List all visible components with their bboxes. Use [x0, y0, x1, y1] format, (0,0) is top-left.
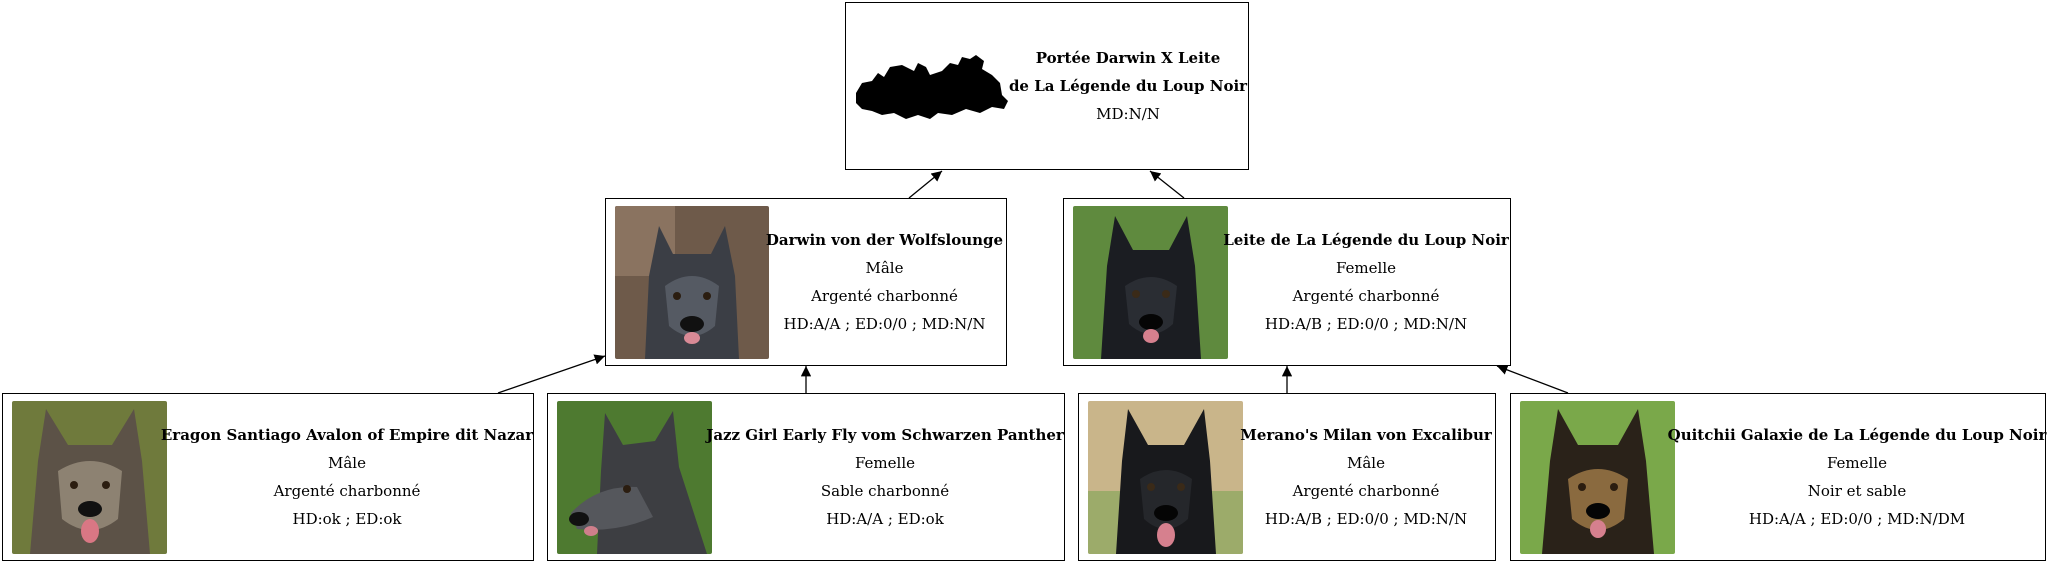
grandparent-color: Argenté charbonné [1292, 482, 1440, 500]
grandparent-name: Eragon Santiago Avalon of Empire dit Nazar [160, 426, 534, 444]
grandparent-color: Sable charbonné [820, 482, 950, 500]
grandparent-name: Quitchii Galaxie de La Légende du Loup Noir [1667, 426, 2047, 444]
grandparent-health: HD:ok ; ED:ok [292, 510, 402, 528]
grandparent-node-quitchii [1510, 393, 2046, 561]
dog-photo-leite [1073, 206, 1228, 359]
edge-eragon-to-darwin [498, 356, 605, 393]
parent-color: Argenté charbonné [811, 287, 958, 305]
grandparent-node-eragon [2, 393, 534, 561]
dog-photo-darwin [615, 206, 769, 359]
dog-photo-jazz [557, 401, 712, 554]
grandparent-node-jazz [547, 393, 1065, 561]
parent-sex: Femelle [1335, 259, 1397, 277]
edge-darwin-to-litter [909, 171, 942, 198]
grandparent-health: HD:A/A ; ED:0/0 ; MD:N/DM [1748, 510, 1966, 528]
dog-photo-quitchii [1520, 401, 1675, 554]
grandparent-sex: Femelle [854, 454, 916, 472]
grandparent-color: Argenté charbonné [273, 482, 421, 500]
parent-health: HD:A/A ; ED:0/0 ; MD:N/N [783, 315, 986, 333]
litter-text [1008, 3, 1248, 169]
grandparent-text-merano [1240, 394, 1492, 560]
grandparent-sex: Mâle [1347, 454, 1385, 472]
parent-color: Argenté charbonné [1292, 287, 1440, 305]
edge-leite-to-litter [1150, 171, 1184, 198]
grandparent-name: Jazz Girl Early Fly vom Schwarzen Panther [706, 426, 1064, 444]
dog-litter-silhouette-icon [854, 53, 1014, 123]
dog-photo-merano [1088, 401, 1243, 554]
parent-sex: Mâle [865, 259, 904, 277]
parent-name: Leite de La Légende du Loup Noir [1223, 231, 1509, 249]
grandparent-color: Noir et sable [1807, 482, 1907, 500]
edge-quitchii-to-leite [1497, 366, 1568, 393]
litter-kennel: de La Légende du Loup Noir [1008, 77, 1248, 95]
grandparent-sex: Femelle [1826, 454, 1888, 472]
parent-node-leite [1063, 198, 1511, 366]
litter-title: Portée Darwin X Leite [1035, 49, 1221, 67]
grandparent-health: HD:A/A ; ED:ok [826, 510, 944, 528]
grandparent-name: Merano's Milan von Excalibur [1240, 426, 1492, 444]
grandparent-health: HD:A/B ; ED:0/0 ; MD:N/N [1264, 510, 1468, 528]
parent-node-darwin [605, 198, 1007, 366]
grandparent-text-jazz [706, 394, 1064, 560]
litter-node [845, 2, 1249, 170]
grandparent-text-eragon [160, 394, 534, 560]
dog-photo-eragon [12, 401, 167, 554]
grandparent-text-quitchii [1667, 394, 2047, 560]
grandparent-node-merano [1078, 393, 1496, 561]
parent-name: Darwin von der Wolfslounge [765, 231, 1004, 249]
grandparent-sex: Mâle [328, 454, 366, 472]
parent-text-darwin [765, 199, 1004, 365]
litter-health: MD:N/N [1096, 105, 1160, 123]
parent-health: HD:A/B ; ED:0/0 ; MD:N/N [1264, 315, 1468, 333]
parent-text-leite [1223, 199, 1509, 365]
